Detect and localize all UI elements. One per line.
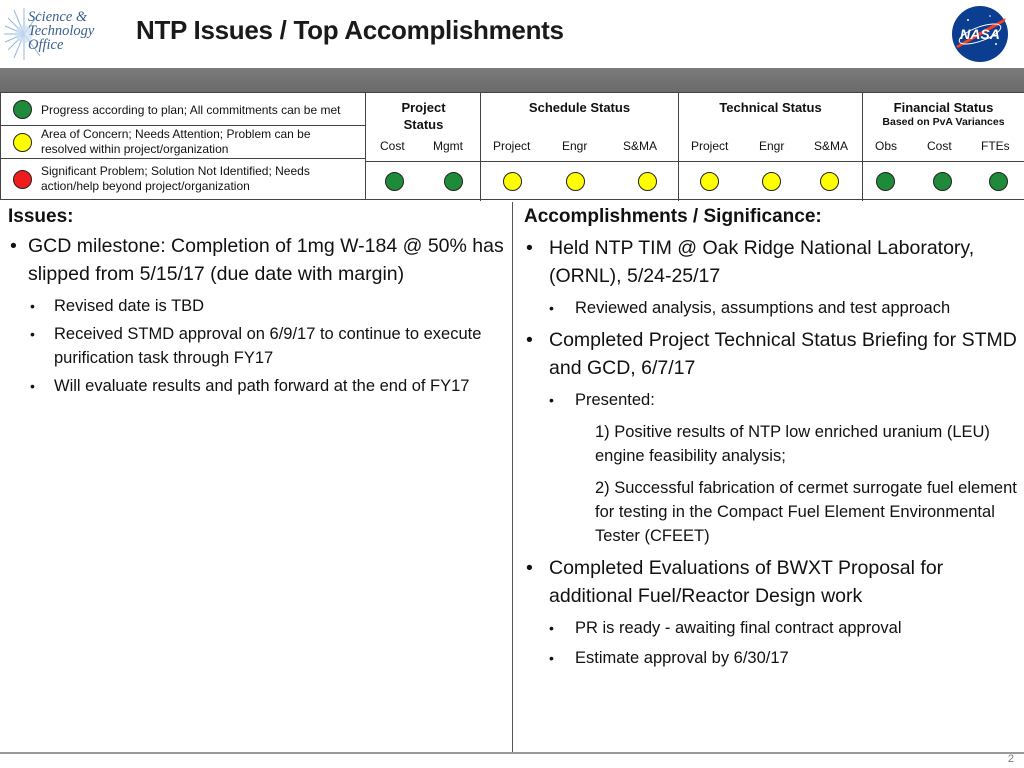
status-legend [0, 92, 366, 200]
column-label: Engr [759, 139, 785, 153]
issue-sub-bullet: • Will evaluate results and path forward at the end of FY17 [8, 374, 508, 398]
red-dot-icon [13, 170, 32, 189]
page-title: NTP Issues / Top Accomplishments [136, 15, 564, 45]
slide-header [0, 0, 1024, 68]
legend-row-green [1, 93, 365, 126]
accomplishment-bullet: • Held NTP TIM @ Oak Ridge National Laboratory, (ORNL), 5/24-25/17 [524, 234, 1020, 290]
column-label: Engr [562, 139, 588, 153]
status-dot [700, 172, 719, 191]
accomplishment-sub-bullet: • PR is ready - awaiting final contract approval [524, 616, 1020, 640]
footer-line [0, 752, 1024, 754]
accomplishment-sub-bullet: • Reviewed analysis, assumptions and test approach [524, 296, 1020, 320]
issues-heading: Issues: [8, 206, 74, 227]
logo-line: Office [28, 37, 64, 53]
issue-bullet: • GCD milestone: Completion of 1mg W-184 @ 50% has slipped from 5/15/17 (due date with margin) [8, 232, 508, 288]
accomplishments-heading: Accomplishments / Significance: [524, 206, 822, 227]
legend-text: Significant Problem; Solution Not Identified; Needs action/help beyond project/organization [41, 164, 310, 193]
accomplishment-sub-bullet: • Presented: [524, 388, 1020, 412]
legend-text: Area of Concern; Needs Attention; Problem can be resolved within project/organization [41, 127, 311, 156]
accomplishment-detail: 2) Successful fabrication of cermet surrogate fuel element for testing in the Compact Fuel Element Environmental Tester (CFEET) [595, 479, 1017, 545]
status-dot [385, 172, 404, 191]
logo-line: Science & [28, 9, 88, 25]
column-label: Project [691, 139, 729, 153]
group-subtitle: Based on PvA Variances [882, 116, 1005, 128]
legend-row-red [1, 159, 365, 200]
group-title: Financial Status [893, 100, 994, 115]
nasa-logo-text: NASA [960, 26, 1000, 42]
yellow-dot-icon [13, 133, 32, 152]
nasa-meatball-logo [950, 4, 1010, 64]
status-dot [989, 172, 1008, 191]
schedule-status-group [481, 93, 679, 201]
status-dot [876, 172, 895, 191]
status-dot [444, 172, 463, 191]
group-title: Schedule Status [528, 100, 631, 115]
row-divider [366, 161, 1024, 162]
status-dot [638, 172, 657, 191]
status-dot [566, 172, 585, 191]
header-band [0, 68, 1024, 92]
group-title: Technical Status [719, 100, 822, 115]
logo-text [28, 10, 94, 52]
accomplishments-panel [524, 206, 1020, 674]
column-label: Cost [927, 139, 952, 153]
panel-divider [512, 202, 513, 753]
issue-sub-bullet: • Received STMD approval on 6/9/17 to continue to execute purification task through FY17 [8, 322, 508, 370]
column-label: S&MA [623, 139, 658, 153]
status-table [0, 92, 1024, 202]
status-dot [503, 172, 522, 191]
accomplishment-bullet: • Completed Project Technical Status Briefing for STMD and GCD, 6/7/17 [524, 326, 1020, 382]
column-label: Obs [875, 139, 898, 153]
column-label: Mgmt [433, 139, 463, 153]
status-dot [762, 172, 781, 191]
accomplishment-detail: 1) Positive results of NTP low enriched uranium (LEU) engine feasibility analysis; [595, 423, 990, 465]
status-grid [366, 92, 1024, 200]
green-dot-icon [13, 100, 32, 119]
issues-panel [8, 206, 508, 402]
logo-line: Technology [28, 23, 95, 39]
page-number: 2 [1007, 753, 1014, 765]
group-title [366, 99, 481, 133]
science-technology-office-logo [2, 4, 112, 62]
column-label: FTEs [981, 139, 1010, 153]
financial-status-group [863, 93, 1024, 201]
column-label: Project [493, 139, 531, 153]
accomplishment-sub-bullet: • Estimate approval by 6/30/17 [524, 646, 1020, 670]
accomplishment-bullet: • Completed Evaluations of BWXT Proposal for additional Fuel/Reactor Design work [524, 554, 1020, 610]
status-dot [933, 172, 952, 191]
group-title-text: Project Status [401, 100, 446, 132]
legend-text: Progress according to plan; All commitments can be met [41, 103, 341, 117]
issue-sub-bullet: • Revised date is TBD [8, 294, 508, 318]
legend-row-yellow [1, 126, 365, 159]
status-dot [820, 172, 839, 191]
project-status-group [366, 93, 481, 201]
column-label: Cost [380, 139, 405, 153]
technical-status-group [679, 93, 863, 201]
column-label: S&MA [814, 139, 849, 153]
